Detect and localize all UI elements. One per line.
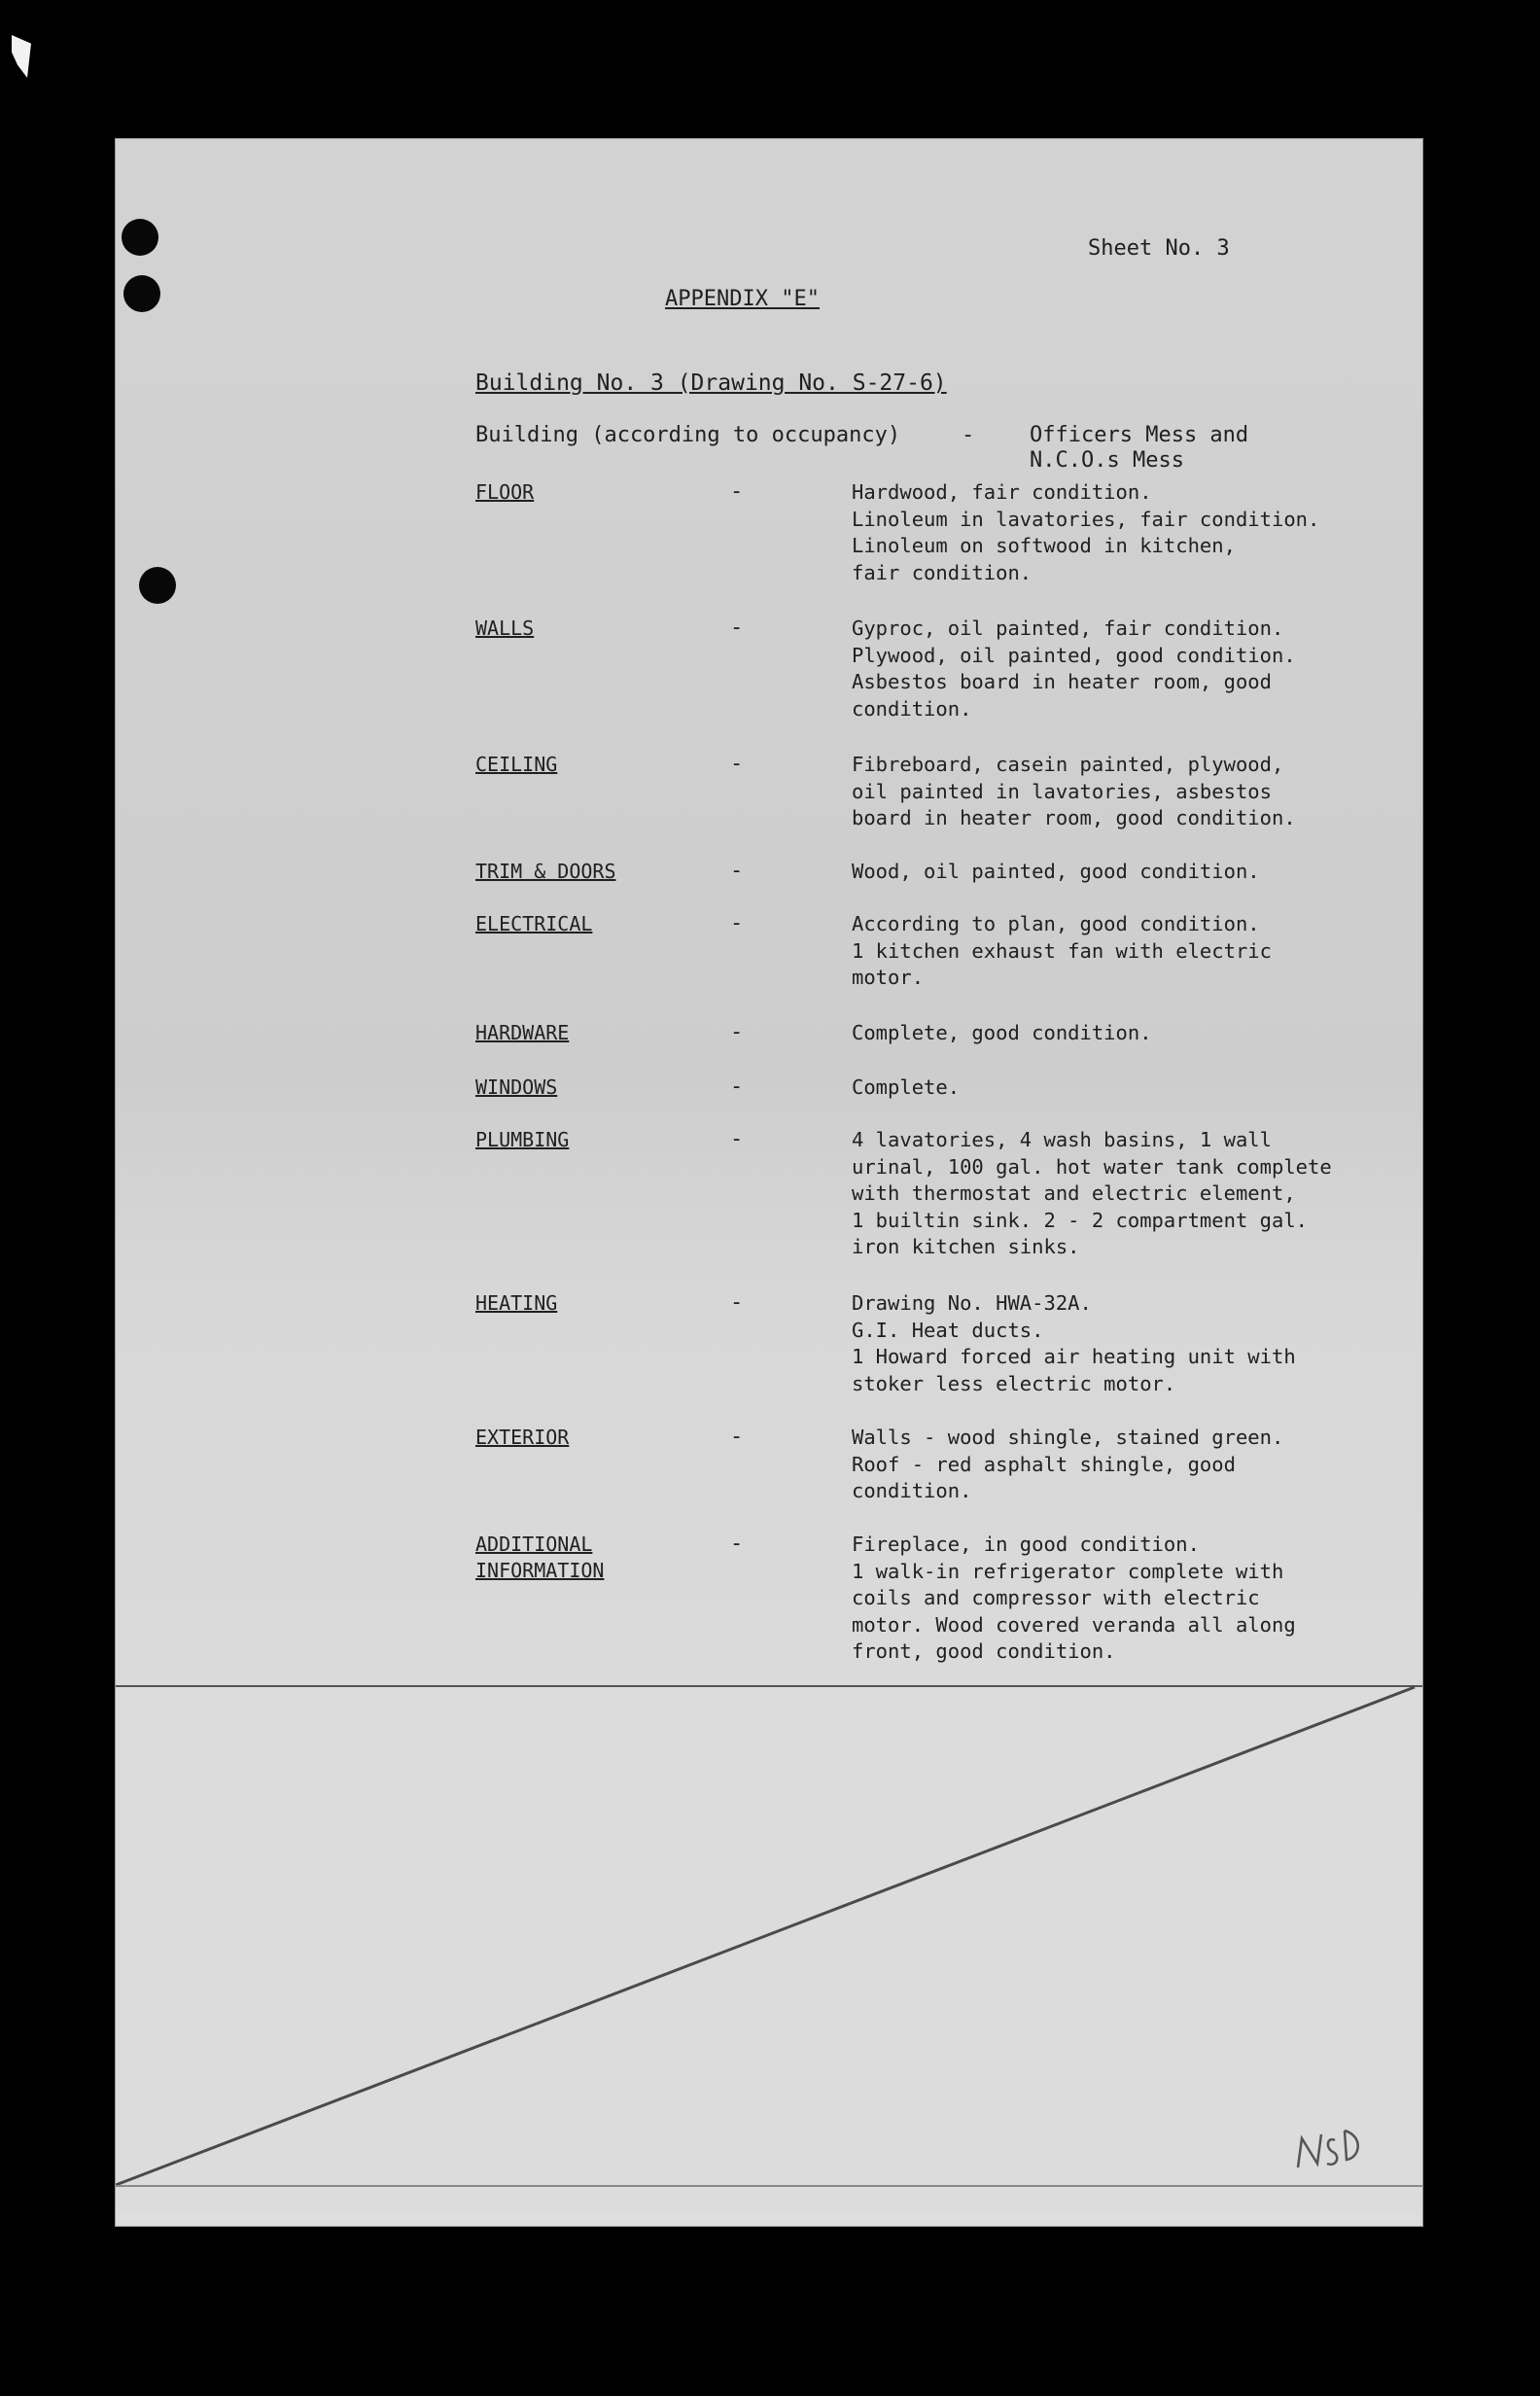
row-description: Complete. [852,1075,961,1099]
row-label: FLOOR [475,480,535,504]
occupancy-label: Building (according to occupancy) [475,423,901,447]
row-description: Fibreboard, casein painted, plywood, oil painted in lavatories, asbestos board in heater room, good condition. [852,753,1296,829]
row-description: 4 lavatories, 4 wash basins, 1 wall urinal, 100 gal. hot water tank complete with thermostat and electric element, 1 builtin sink. 2 - 2 compartment gal. iron kitchen sinks. [852,1128,1332,1258]
row-description: Drawing No. HWA-32A. G.I. Heat ducts. 1 Howard forced air heating unit with stoker less electric motor. [852,1291,1296,1395]
row-description: According to plan, good condition. 1 kitchen exhaust fan with electric motor. [852,912,1272,989]
row-dash: - [730,1532,744,1556]
row-label: CEILING [475,753,558,776]
row-label: WALLS [475,617,535,640]
row-dash: - [730,479,744,504]
row-label: ADDITIONAL INFORMATION [475,1533,605,1582]
appendix-title: APPENDIX "E" [665,287,820,311]
handwritten-initials-mark [1292,2111,1370,2179]
row-dash: - [730,1075,744,1099]
row-label: EXTERIOR [475,1426,570,1449]
row-dash: - [730,1290,744,1315]
occupancy-value: Officers Mess and N.C.O.s Mess [1030,423,1249,473]
row-description: Walls - wood shingle, stained green. Roof - red asphalt shingle, good condition. [852,1426,1284,1502]
row-dash: - [730,1127,744,1151]
row-label: TRIM & DOORS [475,860,616,883]
row-label: HEATING [475,1291,558,1315]
row-label: ELECTRICAL [475,912,593,935]
row-description: Wood, oil painted, good condition. [852,860,1260,883]
document-page [115,138,1423,2227]
row-dash: - [730,752,744,776]
row-description: Fireplace, in good condition. 1 walk-in refrigerator complete with coils and compressor with electric motor. Wood covered veranda all along front, good condition. [852,1533,1296,1663]
occupancy-dash: - [962,423,975,447]
sheet-number: Sheet No. 3 [1088,236,1230,261]
building-title: Building No. 3 (Drawing No. S-27-6) [475,370,947,396]
row-dash: - [730,859,744,883]
row-description: Complete, good condition. [852,1021,1152,1044]
row-description: Gyproc, oil painted, fair condition. Plywood, oil painted, good condition. Asbestos board in heater room, good condition. [852,617,1296,721]
cancellation-line [116,139,1422,2226]
scan-corner-mark [12,35,31,78]
row-dash: - [730,911,744,935]
row-dash: - [730,1020,744,1044]
row-dash: - [730,1425,744,1449]
row-label: PLUMBING [475,1128,570,1151]
row-label: WINDOWS [475,1075,558,1099]
row-description: Hardwood, fair condition. Linoleum in lavatories, fair condition. Linoleum on softwood in kitchen, fair condition. [852,480,1320,584]
row-dash: - [730,616,744,640]
bottom-strip-rule [116,2185,1422,2187]
row-label: HARDWARE [475,1021,570,1044]
